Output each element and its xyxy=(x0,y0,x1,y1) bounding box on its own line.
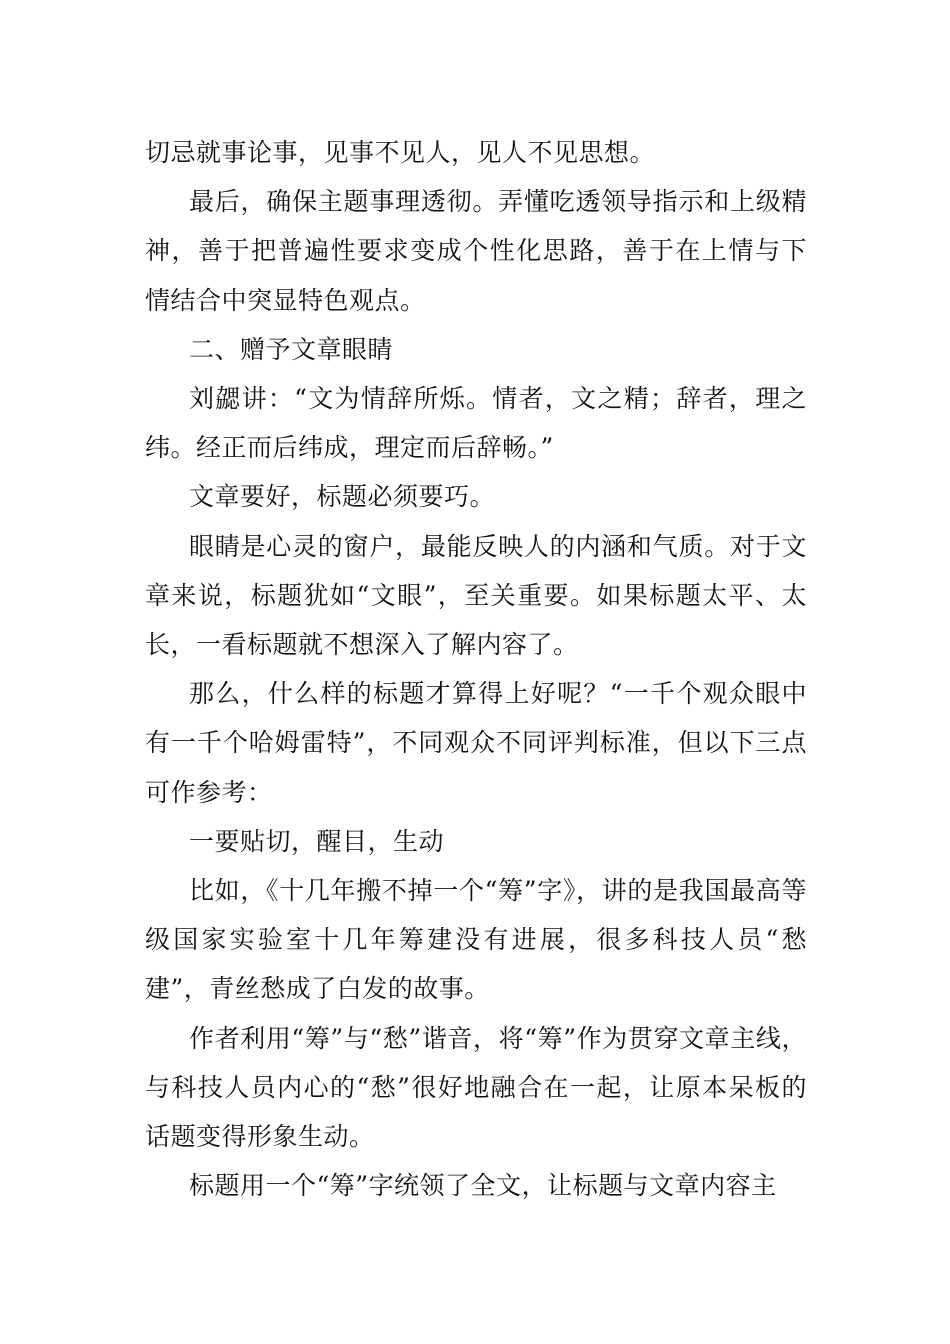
paragraph-7: 比如，《十几年搬不掉一个“筹”字》，讲的是我国最高等级国家实验室十几年筹建没有进展，很多科技人员“愁建”，青丝愁成了白发的故事。 xyxy=(145,876,807,1004)
paragraph-4: 文章要好，标题必须要巧。 xyxy=(189,482,496,512)
paragraph-2: 最后，确保主题事理透彻。弄懂吃透领导指示和上级精神，善于把普遍性要求变成个性化思路，善于在上情与下情结合中突显特色观点。 xyxy=(145,187,807,315)
paragraph-1: 切忌就事论事，见事不见人，见人不见思想。 xyxy=(145,138,656,167)
paragraph-quote: 刘勰讲：“文为情辞所烁。情者，文之精；辞者，理之纬。经正而后纬成，理定而后辞畅。” xyxy=(145,384,807,463)
paragraph-5: 眼睛是心灵的窗户，最能反映人的内涵和气质。对于文章来说，标题犹如“文眼”，至关重要。如果标题太平、太长，一看标题就不想深入了解内容了。 xyxy=(145,531,807,660)
paragraph-9: 标题用一个“筹”字统领了全文，让标题与文章内容主 xyxy=(189,1171,777,1201)
document-page xyxy=(145,128,807,1210)
paragraph-8: 作者利用“筹”与“愁”谐音，将“筹”作为贯穿文章主线，与科技人员内心的“愁”很好地融合在一起，让原本呆板的话题变得形象生动。 xyxy=(145,1023,807,1152)
paragraph-6: 那么，什么样的标题才算得上好呢？“一千个观众眼中有一千个哈姆雷特”，不同观众不同评判标准，但以下三点可作参考： xyxy=(145,679,807,807)
subheading: 一要贴切，醒目，生动 xyxy=(189,826,445,856)
section-heading: 二、赠予文章眼睛 xyxy=(189,334,394,364)
